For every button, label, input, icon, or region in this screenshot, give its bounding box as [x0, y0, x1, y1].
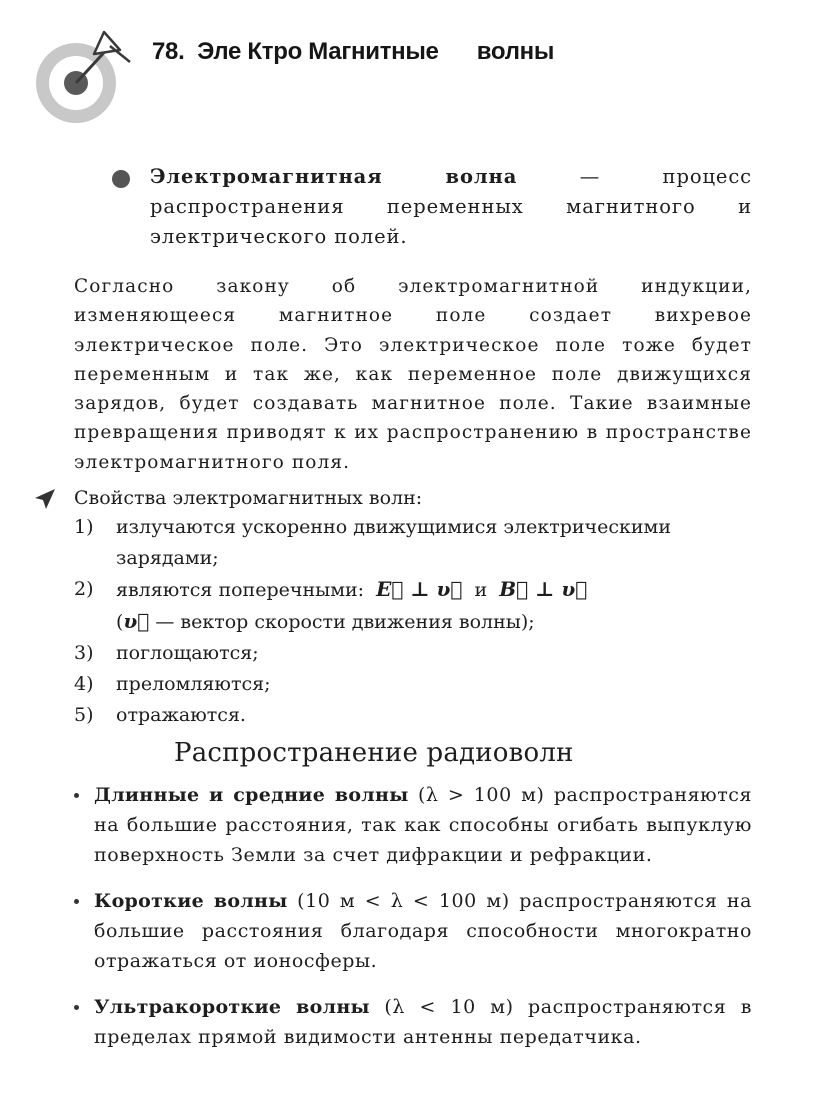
- list-number: 4): [74, 673, 94, 695]
- list-number: 1): [74, 516, 94, 538]
- list-item: [74, 780, 752, 870]
- wave-term: Короткие волны: [94, 890, 288, 912]
- wave-term: Длинные и средние волны: [94, 784, 409, 806]
- properties-list: [74, 512, 764, 731]
- list-item: [74, 886, 752, 976]
- list-item: 2) являются поперечными: E⃗ ⊥ υ⃗ и B⃗ ⊥ υ⃗ (υ⃗ — вектор скорости движения волны);: [74, 574, 764, 638]
- wave-term: Ультракороткие волны: [94, 996, 370, 1018]
- list-item: [74, 669, 764, 700]
- bullet-dot-icon: [112, 170, 130, 188]
- list-item: [74, 992, 752, 1052]
- list-item: [74, 512, 764, 574]
- list-text: отражаются.: [116, 704, 246, 726]
- list-number: 3): [74, 642, 94, 664]
- list-item: [74, 700, 764, 731]
- properties-heading: Свойства электромагнитных волн:: [74, 487, 423, 509]
- wave-description: (10 м < λ < 100 м) распространяются на большие расстояния благодаря способности многократно отражаться от ионосферы.: [94, 890, 752, 972]
- list-number: 5): [74, 704, 94, 726]
- target-arrow-icon: [34, 28, 134, 128]
- definition-block: [112, 162, 752, 252]
- page-title: 78. Эле Ктро Магнитные волны: [152, 38, 555, 65]
- list-text: поглощаются;: [116, 642, 259, 664]
- list-item: [74, 638, 764, 669]
- section-heading: Распространение радиоволн: [174, 738, 574, 768]
- velocity-note: — вектор скорости движения волны);: [149, 611, 535, 633]
- definition-body: — процесс распространения переменных магнитного и электрического полей.: [150, 165, 752, 248]
- conjunction: и: [474, 579, 488, 601]
- induction-paragraph: Согласно закону об электромагнитной индукции, изменяющееся магнитное поле создает вихревое электрическое поле. Это электрическое поле тоже будет переменным и так же, как переменное поле движущихся зарядов, будет создавать магнитное поле. Такие взаимные превращения приводят к их распространению в пространстве электромагнитного поля.: [74, 276, 752, 473]
- list-text: преломляются;: [116, 673, 271, 695]
- formula-b-perp-v: B⃗ ⊥ υ⃗: [499, 577, 588, 601]
- list-number: 2): [74, 578, 94, 600]
- list-text: являются поперечными:: [116, 579, 365, 601]
- definition-text: [150, 162, 752, 252]
- list-text: излучаются ускоренно движущимися электрическими зарядами;: [116, 516, 671, 569]
- definition-term: Электромагнитная волна: [150, 165, 518, 188]
- pointer-arrow-icon: [34, 488, 56, 510]
- radio-waves-list: [74, 780, 752, 1068]
- velocity-symbol: υ⃗: [123, 609, 150, 633]
- wave-description: (λ > 100 м) распространяются на большие расстояния, так как способны огибать выпуклую поверхность Земли за счет дифракции и рефракции.: [94, 784, 752, 866]
- formula-e-perp-v: E⃗ ⊥ υ⃗: [376, 577, 463, 601]
- wave-description: (λ < 10 м) распространяются в пределах прямой видимости антенны передатчика.: [94, 996, 752, 1048]
